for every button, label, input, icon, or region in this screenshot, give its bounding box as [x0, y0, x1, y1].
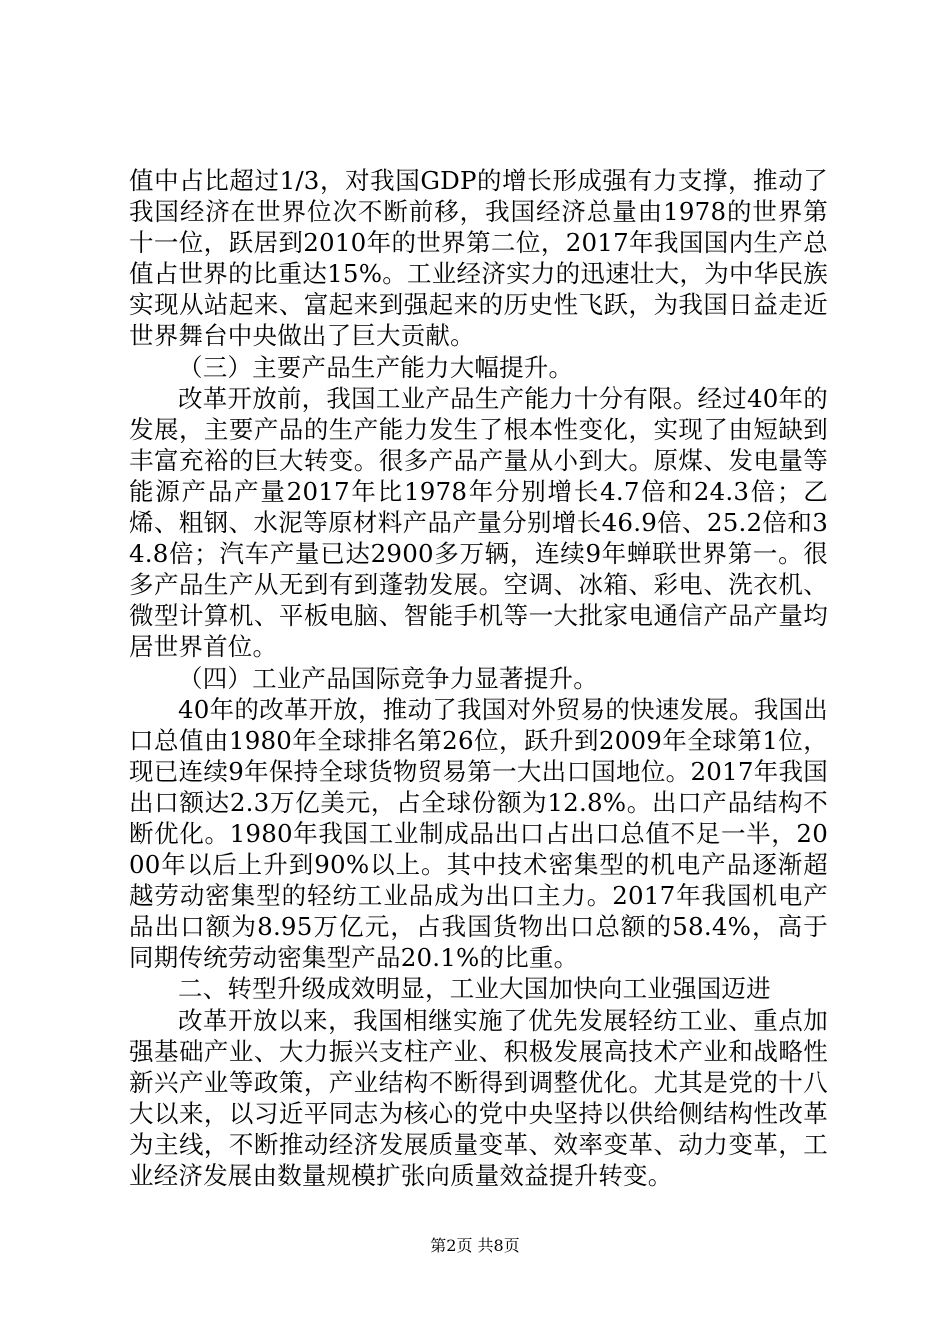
section-heading: 二、转型升级成效明显，工业大国加快向工业强国迈进 [178, 974, 771, 1004]
section-heading: （四）工业产品国际竞争力显著提升。 [178, 663, 598, 693]
document-body [129, 165, 828, 1191]
body-paragraph: 值中占比超过1/3，对我国GDP的增长形成强有力支撑，推动了我国经济在世界位次不断前移，我国经济总量由1978的世界第十一位，跃居到2010年的世界第二位，2017年我国国内生产总值占世界的比重达15%。工业经济实力的迅速壮大，为中华民族实现从站起来、富起来到强起来的历史性飞跃，为我国日益走近世界舞台中央做出了巨大贡献。 [129, 166, 828, 351]
body-paragraph: 改革开放以来，我国相继实施了优先发展轻纺工业、重点加强基础产业、大力振兴支柱产业、积极发展高技术产业和战略性新兴产业等政策，产业结构不断得到调整优化。尤其是党的十八大以来，以习近平同志为核心的党中央坚持以供给侧结构性改革为主线，不断推动经济发展质量变革、效率变革、动力变革，工业经济发展由数量规模扩张向质量效益提升转变。 [129, 1005, 828, 1190]
section-heading: （三）主要产品生产能力大幅提升。 [178, 352, 574, 382]
page-number-footer: 第2页 共8页 [430, 1236, 520, 1255]
body-paragraph: 改革开放前，我国工业产品生产能力十分有限。经过40年的发展，主要产品的生产能力发生了根本性变化，实现了由短缺到丰富充裕的巨大转变。很多产品产量从小到大。原煤、发电量等能源产品产量2017年比1978年分别增长4.7倍和24.3倍；乙烯、粗钢、水泥等原材料产品产量分别增长46.9倍、25.2倍和34.8倍；汽车产量已达2900多万辆，连续9年蝉联世界第一。很多产品生产从无到有到蓬勃发展。空调、冰箱、彩电、洗衣机、微型计算机、平板电脑、智能手机等一大批家电通信产品产量均居世界首位。 [129, 383, 828, 662]
body-paragraph: 40年的改革开放，推动了我国对外贸易的快速发展。我国出口总值由1980年全球排名第26位，跃升到2009年全球第1位，现已连续9年保持全球货物贸易第一大出口国地位。2017年我国出口额达2.3万亿美元，占全球份额为12.8%。出口产品结构不断优化。1980年我国工业制成品出口占出口总值不足一半，2000年以后上升到90%以上。其中技术密集型的机电产品逐渐超越劳动密集型的轻纺工业品成为出口主力。2017年我国机电产品出口额为8.95万亿元，占我国货物出口总额的58.4%，高于同期传统劳动密集型产品20.1%的比重。 [129, 694, 828, 973]
